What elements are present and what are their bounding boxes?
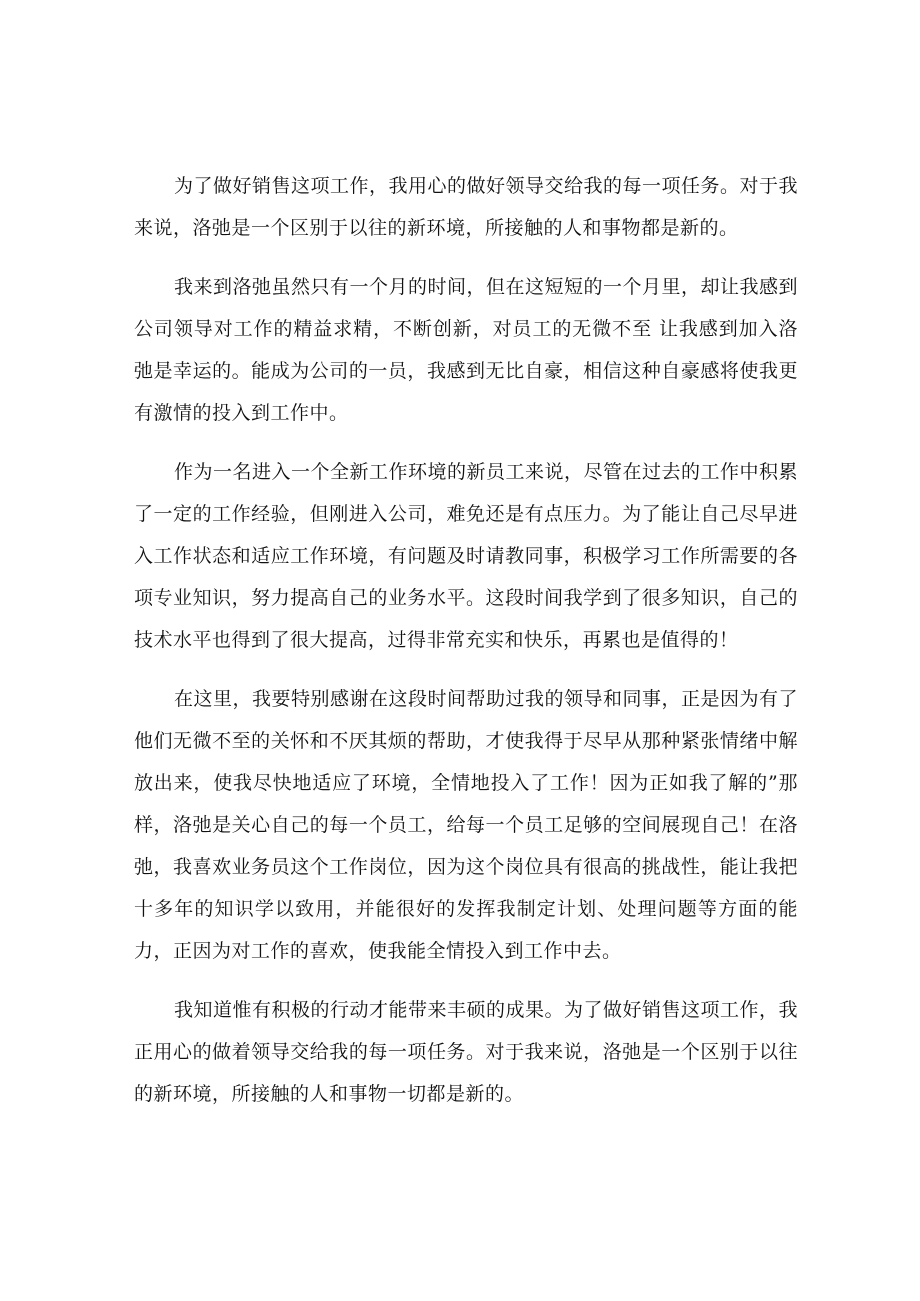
paragraph-4: 在这里，我要特别感谢在这段时间帮助过我的领导和同事，正是因为有了他们无微不至的关怀和不厌其烦的帮助，才使我得于尽早从那种紧张情绪中解放出来，使我尽快地适应了环境，全情地投入了工作！因为正如我了解的”那样，洛弛是关心自己的每一个员工，给每一个员工足够的空间展现自己！在洛弛，我喜欢业务员这个工作岗位，因为这个岗位具有很高的挑战性，能让我把十多年的知识学以致用，并能很好的发挥我制定计划、处理问题等方面的能力，正因为对工作的喜欢，使我能全情投入到工作中去。: [134, 688, 799, 962]
paragraph-2: 我来到洛弛虽然只有一个月的时间，但在这短短的一个月里，却让我感到公司领导对工作的精益求精，不断创新，对员工的无微不至 让我感到加入洛弛是幸运的。能成为公司的一员，我感到无比自豪，相信这种自豪感将使我更有激情的投入到工作中。: [134, 276, 799, 424]
paragraph-3: 作为一名进入一个全新工作环境的新员工来说，尽管在过去的工作中积累了一定的工作经验，但刚进入公司，难免还是有点压力。为了能让自己尽早进入工作状态和适应工作环境，有问题及时请教同事，积极学习工作所需要的各项专业知识，努力提高自己的业务水平。这段时间我学到了很多知识，自己的技术水平也得到了很大提高，过得非常充实和快乐，再累也是值得的！: [134, 461, 799, 651]
document-body: [134, 165, 798, 1132]
paragraph-5: 我知道惟有积极的行动才能带来丰硕的成果。为了做好销售这项工作，我正用心的做着领导交给我的每一项任务。对于我来说，洛弛是一个区别于以往的新环境，所接触的人和事物一切都是新的。: [134, 999, 799, 1105]
paragraph-1: 为了做好销售这项工作，我用心的做好领导交给我的每一项任务。对于我来说，洛弛是一个区别于以往的新环境，所接触的人和事物都是新的。: [134, 175, 799, 239]
